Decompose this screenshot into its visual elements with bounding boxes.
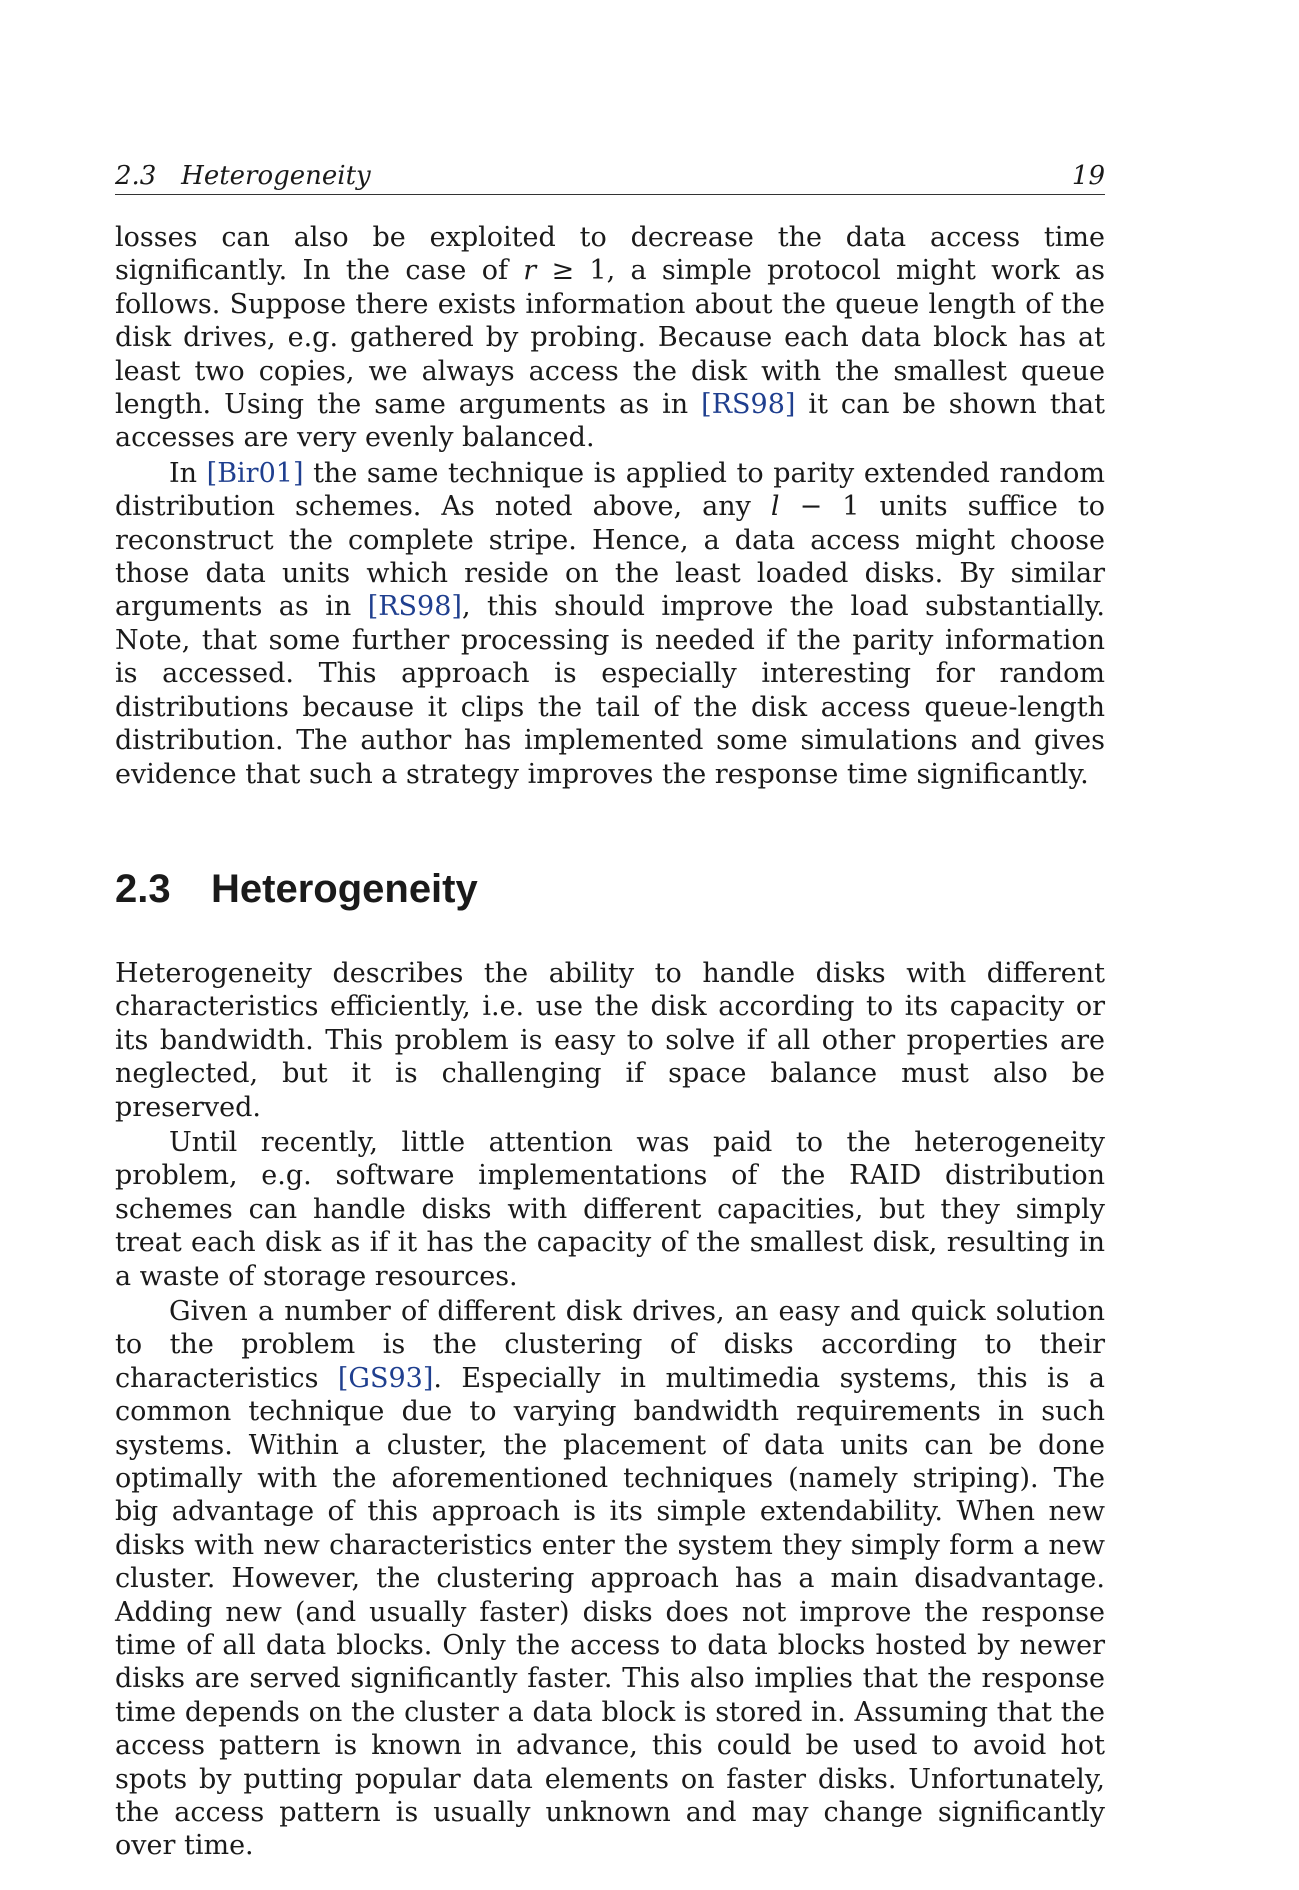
text-run: the same technique is applied to parity extended random distribution schemes. As noted above, any: [115, 457, 1106, 523]
citation-link[interactable]: [Bir01]: [206, 457, 304, 489]
paragraph-1: [115, 221, 1105, 455]
math-variable: r: [523, 255, 537, 287]
page-number: 19: [1071, 161, 1105, 191]
paragraph-5: [115, 1295, 1105, 1863]
body-text: [115, 221, 1105, 1863]
text-run: losses can also be exploited to decrease the data access time significantly. In the case of: [115, 222, 1105, 287]
citation-link[interactable]: [RS98]: [701, 389, 796, 421]
section-number: 2.3: [115, 866, 171, 911]
paragraph-2: [115, 457, 1105, 791]
math-variable: l: [770, 491, 780, 523]
text-run: ≥ 1, a simple protocol might work as follows. Suppose there exists information about the queue length of the disk drives, e.g. gathered by probing. Because each data block has at least two copies, we always access the disk with the smallest queue length. Using the same arguments as in: [115, 255, 1105, 421]
text-run: , this should improve the load substantially. Note, that some further processing is needed if the parity information is accessed. This approach is especially interesting for random distributions because it clips the tail of the disk access queue-length distribution. The author has implemented some simulations and gives evidence that such a strategy improves the response time significantly.: [115, 591, 1105, 790]
citation-link[interactable]: [RS98]: [367, 591, 462, 623]
text-run: it can be shown that accesses are very evenly balanced.: [115, 389, 1105, 454]
citation-link[interactable]: [GS93]: [337, 1362, 434, 1394]
text-run: Given a number of different disk drives, an easy and quick solution to the problem is the clustering of disks according to their characteristics: [115, 1295, 1105, 1394]
text-run: In: [169, 457, 207, 489]
section-heading: [115, 865, 1105, 913]
page: [115, 160, 1105, 1865]
text-run: . Especially in multimedia systems, this is a common technique due to varying bandwidth requirements in such systems. Within a cluster, the placement of data units can be done optimally with the aforementioned techniques (namely striping). The big advantage of this approach is its simple extendability. When new disks with new characteristics enter the system they simply form a new cluster. However, the clustering approach has a main disadvantage. Adding new (and usually faster) disks does not improve the response time of all data blocks. Only the access to data blocks hosted by newer disks are served significantly faster. This also implies that the response time depends on the cluster a data block is stored in. Assuming that the access pattern is known in advance, this could be used to avoid hot spots by putting popular data elements on faster disks. Unfortunately, the access pattern is usually unknown and may change significantly over time.: [115, 1362, 1105, 1862]
text-run: − 1 units suffice to reconstruct the complete stripe. Hence, a data access might choose those data units which reside on the least loaded disks. By similar arguments as in: [115, 491, 1105, 623]
paragraph-3: Heterogeneity describes the ability to handle disks with different characteristics efficiently, i.e. use the disk according to its capacity or its bandwidth. This problem is easy to solve if all other properties are neglected, but it is challenging if space balance must also be preserved.: [115, 957, 1105, 1123]
paragraph-4: Until recently, little attention was paid to the heterogeneity problem, e.g. software implementations of the RAID distribution schemes can handle disks with different capacities, but they simply treat each disk as if it has the capacity of the smallest disk, resulting in a waste of storage resources.: [115, 1126, 1105, 1292]
running-header-section: 2.3 Heterogeneity: [115, 161, 371, 191]
running-header: [115, 160, 1105, 195]
section-title: Heterogeneity: [211, 866, 478, 911]
